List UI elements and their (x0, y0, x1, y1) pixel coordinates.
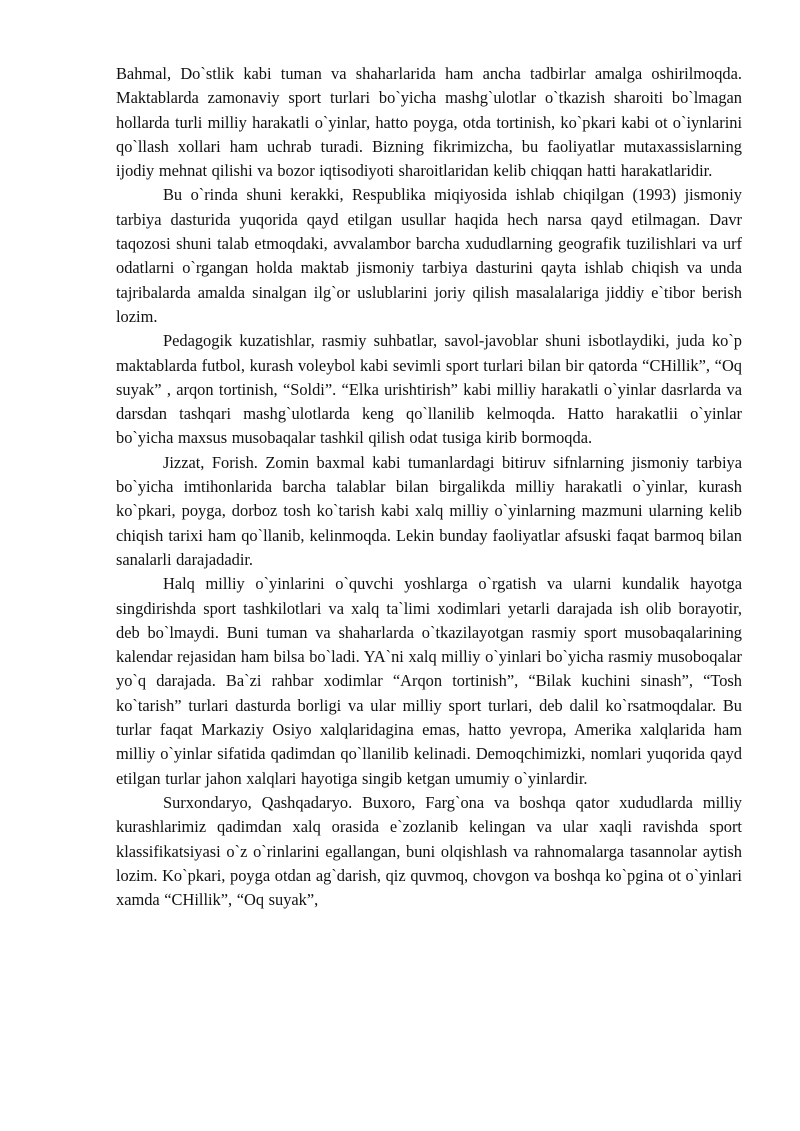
paragraph-6: Surxondaryo, Qashqadaryo. Buxoro, Farg`ona va boshqa qator xududlarda milliy kurashlarimiz qadimdan xalq orasida e`zozlanib kelingan va ular xaqli ravishda sport klassifikatsiyasi o`z o`rinlarini egallangan, buni olqishlash va rahnomalarga tasannolar aytish lozim. Ko`pkari, poyga otdan ag`darish, qiz quvmoq, chovgon va boshqa ko`pgina ot o`yinlari xamda “CHillik”, “Oq suyak”, (116, 792, 742, 910)
paragraph-4: Jizzat, Forish. Zomin baxmal kabi tumanlardagi bitiruv sifnlarning jismoniy tarbiya bo`yicha imtihonlarida barcha talablar bilan birgalikda milliy harakatli o`yinlar, kurash ko`pkari, poyga, dorboz tosh ko`tarish kabi xalq milliy o`yinlarning mazmuni ularning kelib chiqish tarixi ham qo`llanib, kelinmoqda. Lekin bunday faoliyatlar afsuski faqat barmoq bilan sanalarli darajadadir. (116, 452, 742, 569)
paragraph-3: Pedagogik kuzatishlar, rasmiy suhbatlar, savol-javoblar shuni isbotlaydiki, juda ko`p maktablarda futbol, kurash voleybol kabi sevimli sport turlari bilan bir qatorda “CHillik”, “Oq suyak” , arqon tortinish, “Soldi”. “Elka urishtirish” kabi milliy harakatli o`yinlar dasrlarda va darsdan tashqari mashg`ulotlarda keng qo`llanilib kelmoqda. Hatto harakatlii o`yinlar bo`yicha maxsus musobaqalar tashkil qilish odat tusiga kirib bormoqda. (116, 331, 742, 448)
paragraph-5: Halq milliy o`yinlarini o`quvchi yoshlarga o`rgatish va ularni kundalik hayotga singdirishda sport tashkilotlari va xalq ta`limi xodimlari yetarli darajada ish olib borayotir, deb bo`lmaydi. Buni tuman va shaharlarda o`tkazilayotgan rasmiy sport musobaqalarining kalendar rejasidan ham bilsa bo`ladi. YA`ni xalq milliy o`yinlari bo`yicha rasmiy musoboqalar yo`q darajada. Ba`zi rahbar xodimlar “Arqon tortinish”, “Bilak kuchini sinash”, “Tosh ko`tarish” turlari dasturda borligi va ular milliy sport turlari, deb dalil ko`rsatmoqdalar. Bu turlar faqat Markaziy Osiyo xalqlaridagina emas, hatto yevropa, Amerika xalqlarida ham milliy o`yinlar sifatida qadimdan qo`llanilib kelinadi. Demoqchimizki, nomlari yuqorida qayd etilgan turlar jahon xalqlari hayotiga singib ketgan umumiy o`yinlardir. (116, 574, 742, 788)
paragraph-1: Bahmal, Do`stlik kabi tuman va shaharlarida ham ancha tadbirlar amalga oshirilmoqda. Maktablarda zamonaviy sport turlari bo`yicha mashg`ulotlar o`tkazish sharoiti bo`lmagan hollarda turli milliy harakatli o`yinlar, hatto poyga, otda tortinish, ko`pkari kabi ot o`iynlarini qo`llash xollari ham uchrab turadi. Bizning fikrimizcha, bu faoliyatlar mutaxassislarning ijodiy mehnat qilishi va bozor iqtisodiyoti sharoitlaridan kelib chiqqan hatti harakatlaridir. (116, 64, 742, 181)
paragraph-2: Bu o`rinda shuni kerakki, Respublika miqiyosida ishlab chiqilgan (1993) jismoniy tarbiya dasturida yuqorida qayd etilgan usullar haqida hech narsa qayd etilmagan. Davr taqozosi shuni talab etmoqdaki, avvalambor barcha xududlarning geografik tuzilishlari va urf odatlarni o`rgangan holda maktab jismoniy tarbiya dasturini qayta ishlab chiqish va unda tajribalarda amalda sinalgan ilg`or uslublarini joriy qilish masalalariga jiddiy e`tibor berish lozim. (116, 185, 742, 326)
document-page (116, 62, 742, 912)
